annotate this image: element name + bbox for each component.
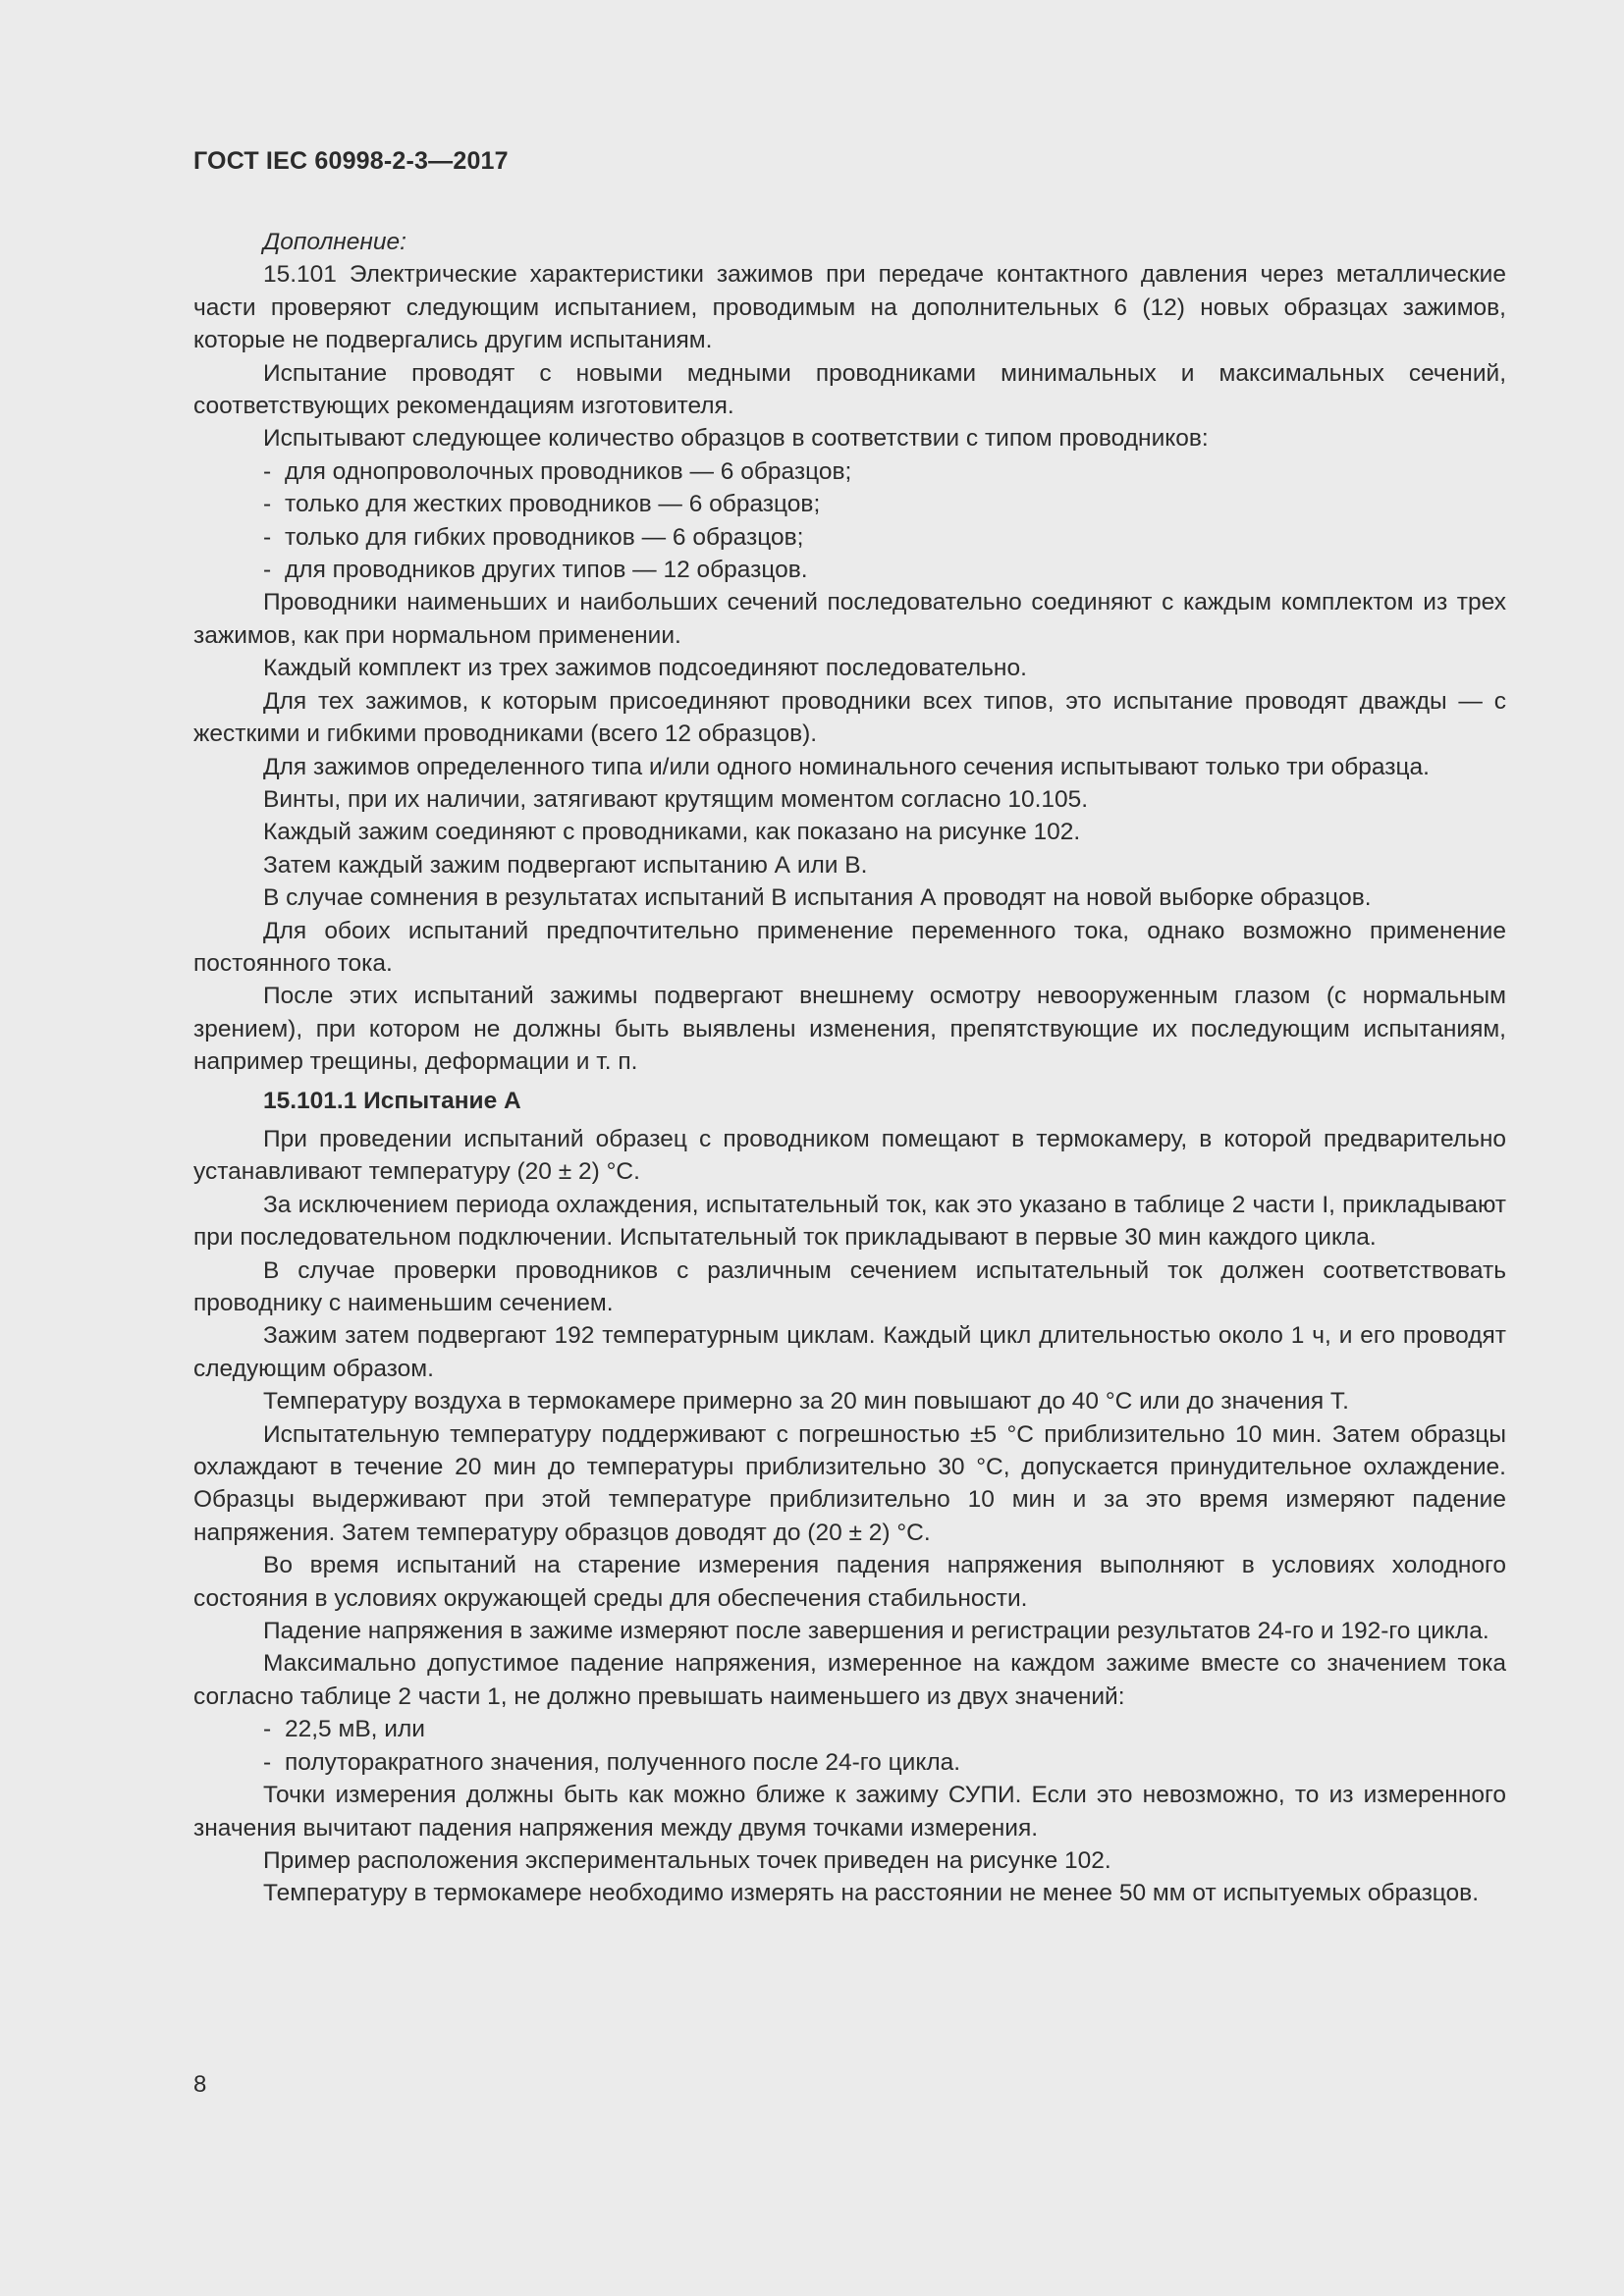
paragraph: После этих испытаний зажимы подвергают внешнему осмотру невооруженным глазом (с нормальным зрением), при котором не должны быть выявлены изменения, препятствующие их последующим испытаниям, например трещины, деформации и т. п. xyxy=(193,983,1506,1076)
paragraph: Каждый комплект из трех зажимов подсоединяют последовательно. xyxy=(263,655,1027,682)
paragraph: За исключением периода охлаждения, испытательный ток, как это указано в таблице 2 части I, прикладывают при последовательном подключении. Испытательный ток прикладывают в первые 30 мин каждого цикла. xyxy=(193,1191,1506,1252)
paragraph: При проведении испытаний образец с проводником помещают в термокамеру, в которой предварительно устанавливают температуру (20 ± 2) °С. xyxy=(193,1125,1506,1186)
paragraph: Проводники наименьших и наибольших сечений последовательно соединяют с каждым комплектом из трех зажимов, как при нормальном применении. xyxy=(193,589,1506,649)
list-item: - только для жестких проводников — 6 образцов; xyxy=(263,491,821,518)
list-item: - полуторакратного значения, полученного после 24-го цикла. xyxy=(263,1748,961,1776)
section-title: 15.101.1 Испытание А xyxy=(263,1087,521,1114)
supplement-label: Дополнение: xyxy=(263,229,406,255)
list-item: - для однопроволочных проводников — 6 образцов; xyxy=(263,457,852,485)
paragraph: Винты, при их наличии, затягивают крутящим моментом согласно 10.105. xyxy=(263,785,1089,813)
paragraph: Максимально допустимое падение напряжения, измеренное на каждом зажиме вместе со значением тока согласно таблице 2 части 1, не должно превышать наименьшего из двух значений: xyxy=(193,1650,1506,1710)
paragraph: В случае проверки проводников с различным сечением испытательный ток должен соответствовать проводнику с наименьшим сечением. xyxy=(193,1256,1506,1316)
paragraph: Температуру в термокамере необходимо измерять на расстоянии не менее 50 мм от испытуемых образцов. xyxy=(263,1880,1480,1907)
list-item: - для проводников других типов — 12 образцов. xyxy=(263,557,808,584)
paragraph: Температуру воздуха в термокамере примерно за 20 мин повышают до 40 °С или до значения Т. xyxy=(263,1388,1349,1415)
paragraph: Для обоих испытаний предпочтительно применение переменного тока, однако возможно применение постоянного тока. xyxy=(193,917,1506,977)
paragraph: Затем каждый зажим подвергают испытанию А или В. xyxy=(263,851,868,879)
page-number: 8 xyxy=(193,2071,207,2098)
paragraph: Зажим затем подвергают 192 температурным циклам. Каждый цикл длительностью около 1 ч, и его проводят следующим образом. xyxy=(193,1322,1506,1382)
paragraph: Испытывают следующее количество образцов в соответствии с типом проводников: xyxy=(263,425,1209,453)
paragraph: Падение напряжения в зажиме измеряют после завершения и регистрации результатов 24-го и 192-го цикла. xyxy=(263,1618,1489,1645)
document-header: ГОСТ IEC 60998-2-3—2017 xyxy=(193,147,509,175)
list-item: - только для гибких проводников — 6 образцов; xyxy=(263,523,804,551)
list-item: - 22,5 мВ, или xyxy=(263,1716,425,1743)
paragraph: Испытательную температуру поддерживают с погрешностью ±5 °С приблизительно 10 мин. Затем образцы охлаждают в течение 20 мин до температуры приблизительно 30 °С, допускается принудительное охлаждение. Образцы выдерживают при этой температуре приблизительно 10 мин и за это время измеряют падение напряжения. Затем температуру образцов доводят до (20 ± 2) °С. xyxy=(193,1420,1506,1546)
paragraph: В случае сомнения в результатах испытаний В испытания А проводят на новой выборке образцов. xyxy=(263,884,1372,912)
paragraph: Для тех зажимов, к которым присоединяют проводники всех типов, это испытание проводят дважды — с жесткими и гибкими проводниками (всего 12 образцов). xyxy=(193,687,1506,748)
paragraph: Точки измерения должны быть как можно ближе к зажиму СУПИ. Если это невозможно, то из измеренного значения вычитают падения напряжения между двумя точками измерения. xyxy=(193,1782,1506,1842)
paragraph: Пример расположения экспериментальных точек приведен на рисунке 102. xyxy=(263,1846,1111,1874)
paragraph: Во время испытаний на старение измерения падения напряжения выполняют в условиях холодного состояния в условиях окружающей среды для обеспечения стабильности. xyxy=(193,1552,1506,1612)
document-body xyxy=(193,226,1506,1910)
paragraph: Для зажимов определенного типа и/или одного номинального сечения испытывают только три образца. xyxy=(263,753,1430,780)
paragraph: Испытание проводят с новыми медными проводниками минимальных и максимальных сечений, соответствующих рекомендациям изготовителя. xyxy=(193,359,1506,420)
paragraph: 15.101 Электрические характеристики зажимов при передаче контактного давления через металлические части проверяют следующим испытанием, проводимым на дополнительных 6 (12) новых образцах зажимов, которые не подвергались другим испытаниям. xyxy=(193,261,1506,354)
paragraph: Каждый зажим соединяют с проводниками, как показано на рисунке 102. xyxy=(263,819,1081,846)
